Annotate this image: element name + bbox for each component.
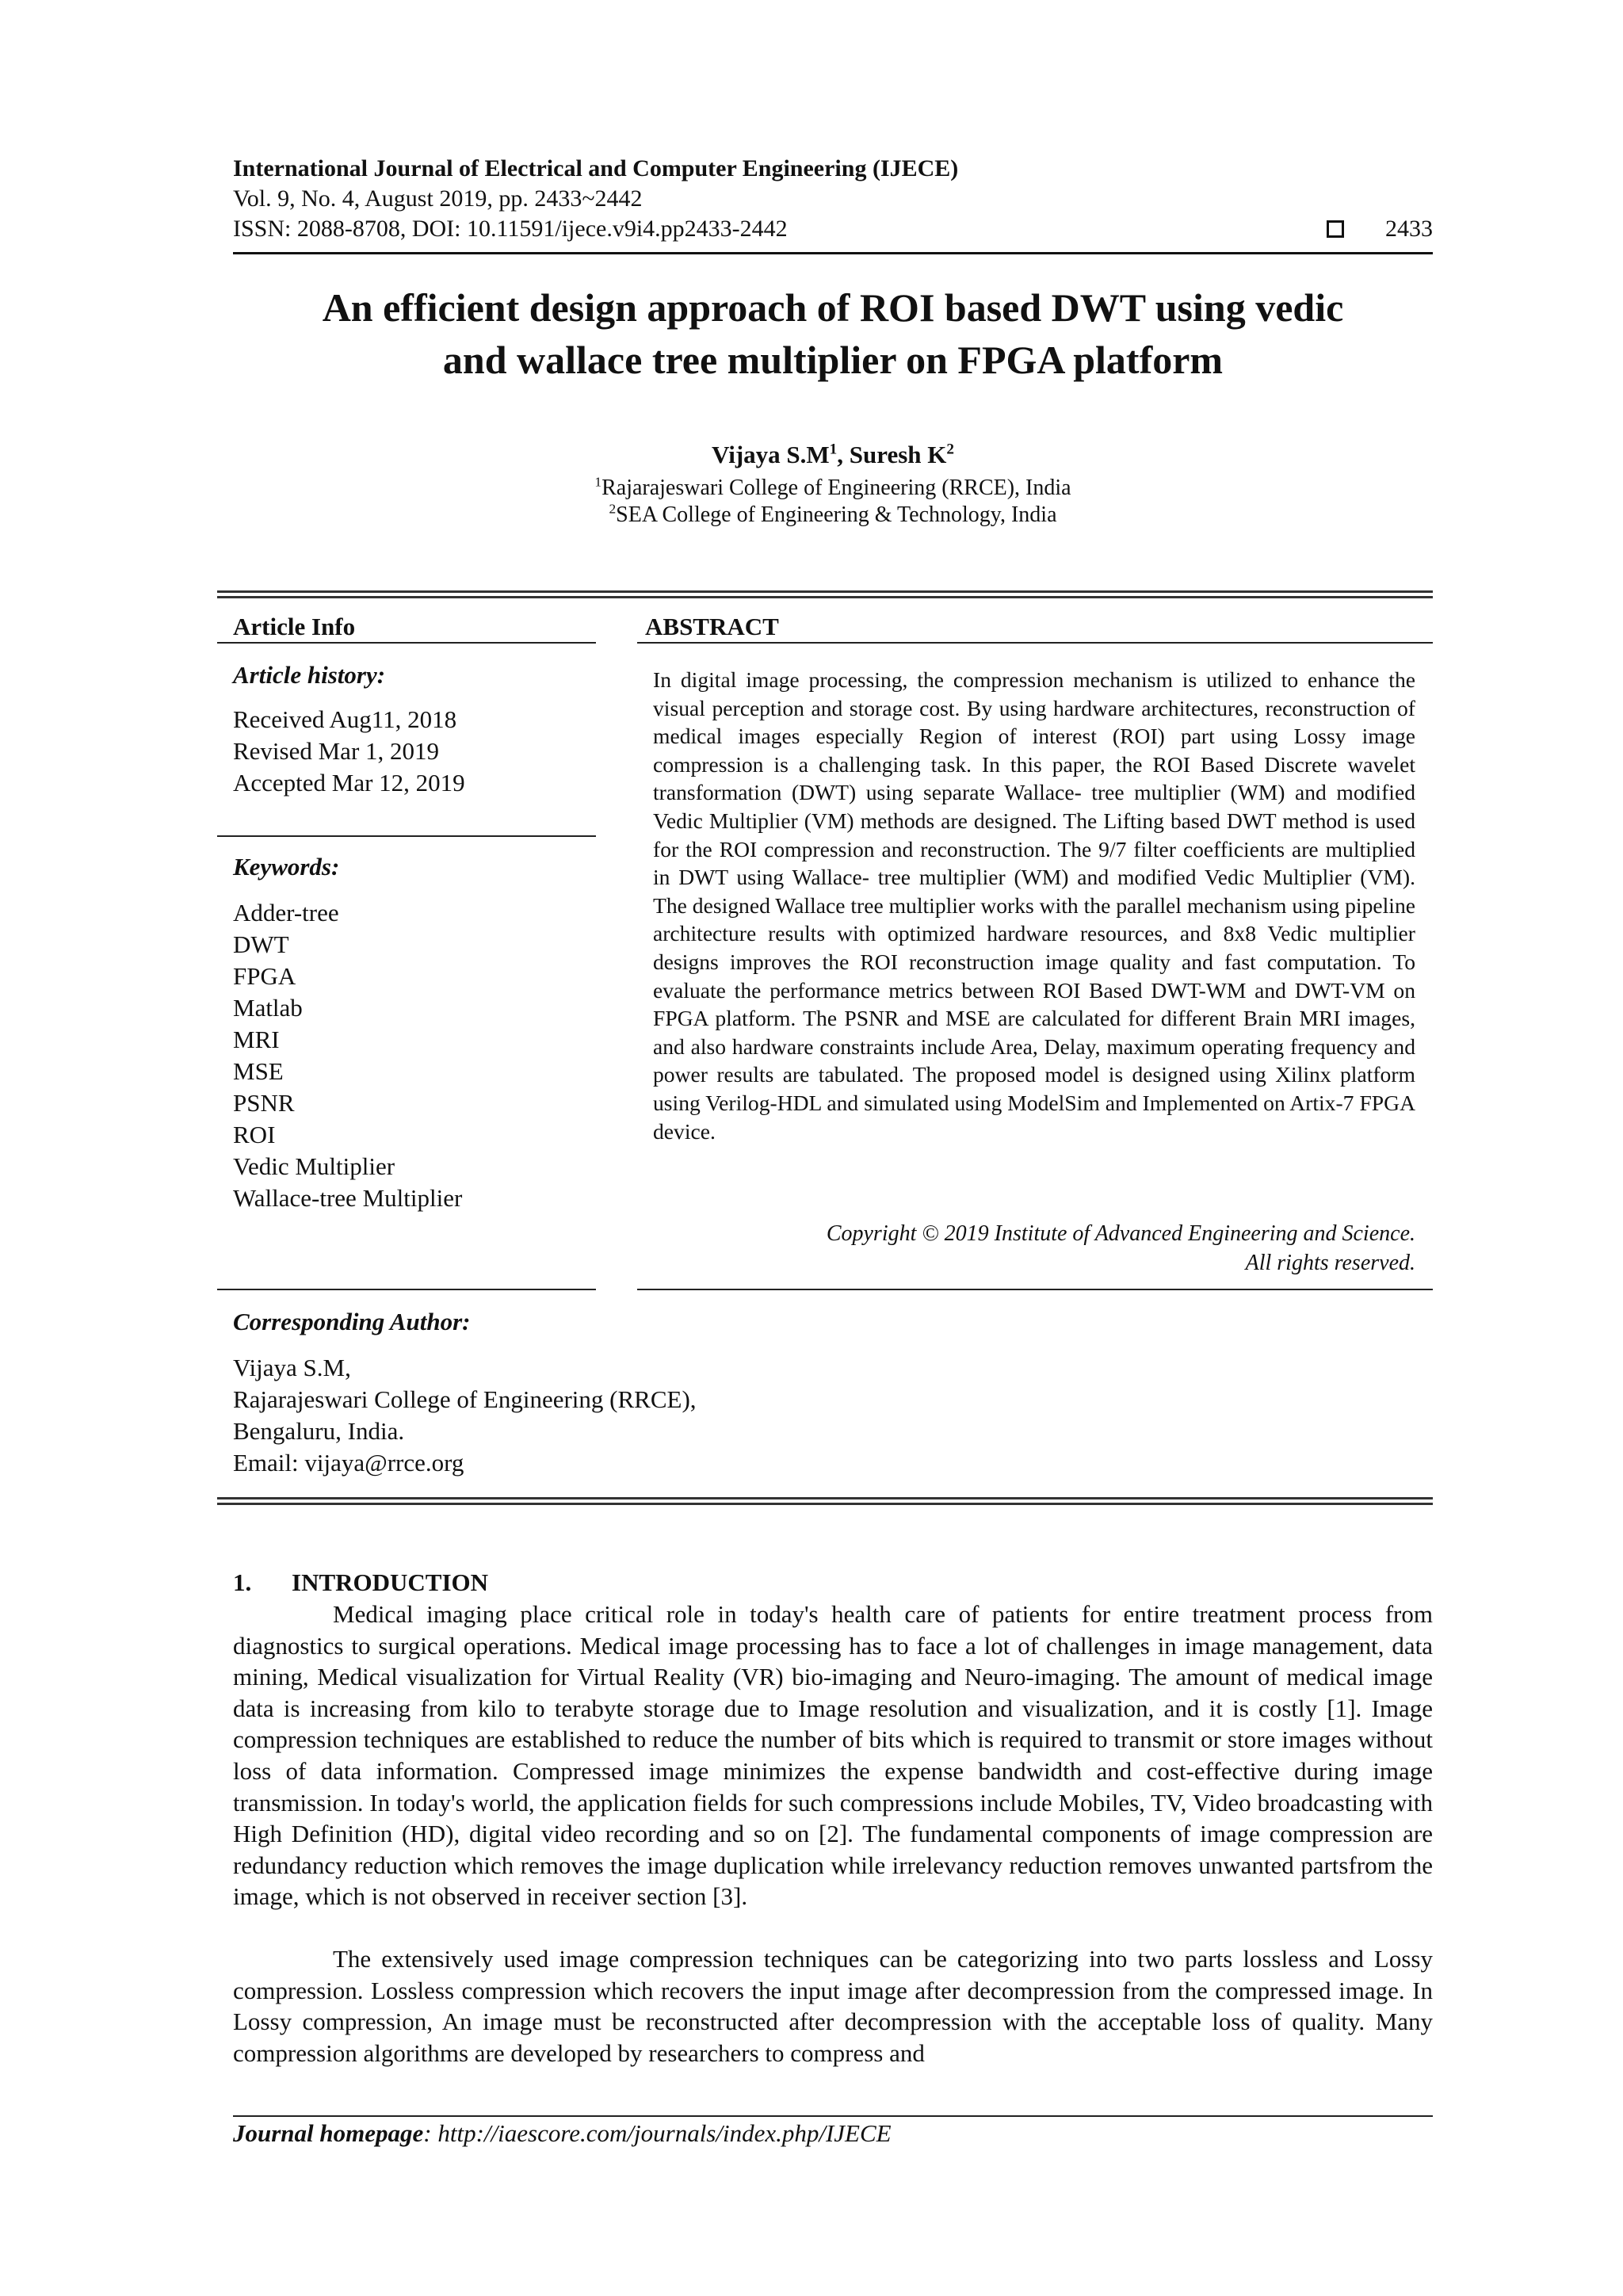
keyword-item: FPGA — [233, 962, 296, 990]
article-history — [233, 704, 465, 799]
journal-homepage-footer — [233, 2119, 892, 2148]
info-box-top-rule — [217, 590, 1433, 593]
section-heading-introduction — [233, 1568, 488, 1597]
article-info-bottom-rule — [217, 1289, 596, 1290]
article-info-rule — [217, 642, 596, 644]
keyword-item: MSE — [233, 1057, 284, 1085]
author-name: Suresh K — [849, 441, 947, 468]
journal-homepage-link[interactable]: http://iaescore.com/journals/index.php/IJECE — [437, 2119, 892, 2147]
affil-mark: 1 — [594, 474, 602, 490]
keyword-item: Adder-tree — [233, 899, 339, 926]
copyright-line: Copyright © 2019 Institute of Advanced Engineering and Science. — [826, 1221, 1415, 1246]
footer-colon: : — [423, 2119, 438, 2147]
affil-text: SEA College of Engineering & Technology, India — [616, 502, 1057, 527]
abstract-heading: ABSTRACT — [645, 613, 779, 640]
keyword-list — [233, 897, 462, 1214]
keyword-item: ROI — [233, 1121, 276, 1148]
keyword-item: PSNR — [233, 1089, 295, 1117]
info-box-bottom-rule — [217, 1497, 1433, 1499]
intro-paragraph: Medical imaging place critical role in today's health care of patients for entire treatment process from diagnostics to surgical operations. Medical image processing has to face a lot of challenges in image management, data mining, Medical visualization for Virtual Reality (VR) bio-imaging and Neuro-imaging. The amount of medical image data is increasing from kilo to terabyte storage due to Image resolution and visualization, and it is costly [1]. Image compression techniques are established to reduce the number of bits which is required to transmit or store images without loss of data information. Compressed image minimizes the expense bandwidth and cost-effective during image transmission. In today's world, the application fields for such compressions include Mobiles, TV, Video broadcasting with High Definition (HD), digital video recording and so on [2]. The fundamental components of image compression are redundancy reduction which removes the image duplication while irrelevancy reduction removes unwanted partsfrom the image, which is not observed in receiver section [3]. — [233, 1600, 1433, 1911]
square-bullet-icon — [1327, 220, 1344, 238]
paper-title — [233, 281, 1433, 386]
corresponding-name: Vijaya S.M, — [233, 1354, 351, 1381]
page-number: 2433 — [1385, 216, 1433, 242]
section-title: INTRODUCTION — [292, 1568, 489, 1596]
header-rule — [233, 252, 1433, 254]
corresponding-location: Bengaluru, India. — [233, 1417, 405, 1445]
corresponding-institution: Rajarajeswari College of Engineering (RRCE), — [233, 1385, 697, 1413]
section-number: 1. — [233, 1568, 252, 1596]
corresponding-email: Email: vijaya@rrce.org — [233, 1449, 464, 1477]
author-list — [233, 441, 1433, 469]
info-box-top-rule — [217, 596, 1433, 598]
keyword-item: Matlab — [233, 994, 303, 1022]
article-info-heading: Article Info — [233, 613, 356, 640]
corresponding-author-heading: Corresponding Author: — [233, 1308, 471, 1335]
keywords-rule — [217, 835, 596, 837]
intro-paragraph: The extensively used image compression techniques can be categorizing into two parts lossless and Lossy compression. Lossless compression which recovers the input image after decompression from the compressed image. In Lossy compression, An image must be reconstructed after decompression with the acceptable loss of quality. Many compression algorithms are developed by researchers to compress and — [233, 1945, 1433, 2067]
affil-mark: 2 — [609, 501, 617, 517]
author-affil-mark: 1 — [829, 441, 838, 458]
volume-info: Vol. 9, No. 4, August 2019, pp. 2433~2442 — [233, 185, 643, 212]
footer-rule — [233, 2115, 1433, 2117]
journal-name: International Journal of Electrical and Computer Engineering (IJECE) — [233, 155, 959, 181]
keyword-item: Wallace-tree Multiplier — [233, 1184, 463, 1212]
keyword-item: DWT — [233, 930, 289, 958]
history-accepted: Accepted Mar 12, 2019 — [233, 769, 465, 797]
article-history-heading: Article history: — [233, 661, 386, 689]
keyword-item: Vedic Multiplier — [233, 1152, 395, 1180]
abstract-body: In digital image processing, the compression mechanism is utilized to enhance the visual perception and storage cost. By using hardware architectures, reconstruction of medical images especially Region of interest (ROI) part using Lossy image compression is a challenging task. In this paper, the ROI Based Discrete wavelet transformation (DWT) using separate Wallace- tree multiplier (WM) and modified Vedic Multiplier (VM) methods are designed. The Lifting based DWT method is used for the ROI compression and reconstruction. The 9/7 filter coefficients are multiplied in DWT using Wallace- tree multiplier (WM) and modified Vedic Multiplier (VM). The designed Wallace tree multiplier works with the parallel mechanism using pipeline architecture results with optimized hardware resources, and 8x8 Vedic multiplier designs improves the ROI reconstruction image quality and fast computation. To evaluate the performance metrics between ROI Based DWT-WM and DWT-VM on FPGA platform. The PSNR and MSE are calculated for different Brain MRI images, and also hardware constraints include Area, Delay, maximum operating frequency and power results are tabulated. The proposed model is designed using Xilinx platform using Verilog-HDL and simulated using ModelSim and Implemented on Artix-7 FPGA device. — [653, 667, 1415, 1144]
abstract-bottom-rule — [637, 1289, 1433, 1290]
history-revised: Revised Mar 1, 2019 — [233, 737, 440, 765]
keyword-item: MRI — [233, 1026, 280, 1053]
paper-title-line-1: An efficient design approach of ROI based DWT using vedic — [322, 285, 1344, 330]
abstract-rule — [637, 642, 1433, 644]
author-name: Vijaya S.M — [711, 441, 830, 468]
info-box-bottom-rule — [217, 1503, 1433, 1505]
issn-doi: ISSN: 2088-8708, DOI: 10.11591/ijece.v9i4.pp2433-2442 — [233, 216, 788, 242]
paper-title-line-2: and wallace tree multiplier on FPGA platform — [442, 338, 1224, 382]
copyright-notice — [653, 1219, 1415, 1278]
footer-label: Journal homepage — [233, 2119, 424, 2147]
author-affil-mark: 2 — [946, 441, 954, 458]
affil-text: Rajarajeswari College of Engineering (RRCE), India — [601, 476, 1071, 500]
affiliation — [233, 476, 1433, 501]
history-received: Received Aug11, 2018 — [233, 705, 457, 733]
keywords-heading: Keywords: — [233, 853, 340, 881]
rights-line: All rights reserved. — [1245, 1251, 1415, 1275]
corresponding-author-details — [233, 1352, 697, 1479]
page-number-block — [1327, 216, 1433, 243]
author-separator: , — [837, 441, 850, 468]
affiliation — [233, 502, 1433, 528]
